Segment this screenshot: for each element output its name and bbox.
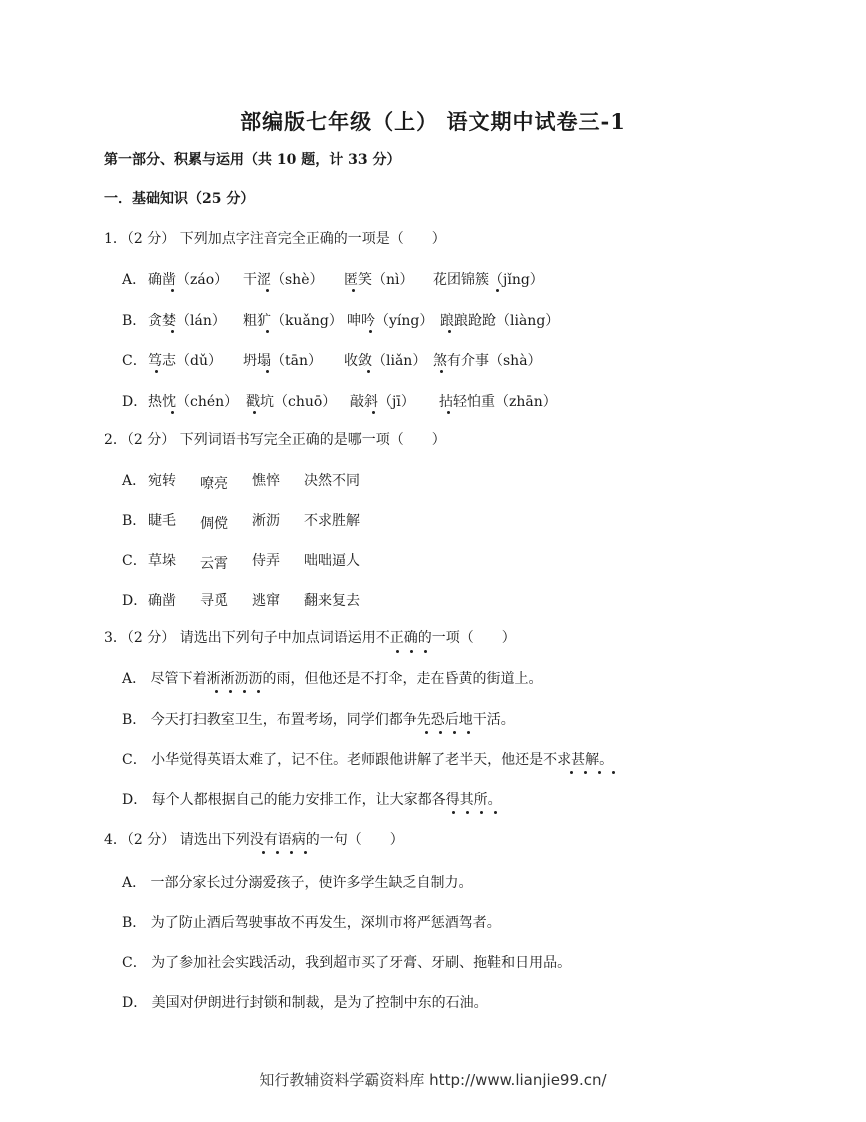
q4-option-b: B． 为了防止酒后驾驶事故不再发生，深圳市将严惩酒驾者。 — [122, 915, 501, 931]
q2-d-item: 逃窜 — [252, 593, 280, 609]
q1-b-item: 贪婪（lán） — [148, 313, 226, 329]
emphasis-dot — [439, 731, 442, 734]
emphasis-dot — [480, 811, 483, 814]
emphasis-dot — [171, 289, 174, 292]
emphasis-dot — [452, 811, 455, 814]
q1-d-item: 拈轻怕重（zhān） — [439, 394, 557, 410]
q2-b-item: 淅沥 — [252, 513, 280, 529]
emphasis-dot — [496, 289, 499, 292]
emphasis-dot — [425, 731, 428, 734]
emphasis-dot — [494, 811, 497, 814]
q1-option-b-label: B． — [122, 313, 147, 329]
question-3-stem: 3．（2 分） 请选出下列句子中加点词语运用不正确的一项（ ） — [104, 630, 516, 646]
emphasis-dot — [257, 690, 260, 693]
emphasis-dot — [570, 771, 573, 774]
q1-a-item: 花团锦簇（jǐng） — [433, 272, 544, 288]
q2-c-item: 草垛 — [148, 553, 176, 569]
q2-b-item: 不求胜解 — [304, 513, 360, 529]
q1-b-item: 呻吟（yíng） — [347, 313, 434, 329]
emphasis-dot — [396, 650, 399, 653]
q1-option-a-label: A． — [122, 272, 147, 288]
q1-d-item: 敲斜（jī） — [350, 394, 415, 410]
q1-b-item: 粗犷（kuǎng） — [243, 313, 343, 329]
q3-option-c: C． 小华觉得英语太难了，记不住。老师跟他讲解了老半天，他还是不求甚解。 — [122, 752, 614, 768]
emphasis-dot — [266, 330, 269, 333]
question-2-stem: 2．（2 分） 下列词语书写完全正确的是哪一项（ ） — [104, 432, 446, 448]
q2-option-b-label: B． — [122, 513, 147, 529]
q2-b-item: 倜傥 — [200, 516, 228, 532]
emphasis-dot — [171, 330, 174, 333]
emphasis-dot — [266, 370, 269, 373]
emphasis-dot — [440, 370, 443, 373]
emphasis-dot — [352, 289, 355, 292]
emphasis-dot — [243, 690, 246, 693]
emphasis-dot — [369, 330, 372, 333]
q1-c-item: 笃志（dǔ） — [148, 353, 222, 369]
emphasis-dot — [424, 650, 427, 653]
q3-option-b: B． 今天打扫教室卫生，布置考场，同学们都争先恐后地干活。 — [122, 712, 515, 728]
q2-option-d-label: D． — [122, 593, 148, 609]
q2-c-item: 侍弄 — [252, 553, 280, 569]
emphasis-dot — [447, 411, 450, 414]
q4-option-d: D． 美国对伊朗进行封锁和制裁，是为了控制中东的石油。 — [122, 995, 488, 1011]
q1-a-item: 干涩（shè） — [243, 272, 324, 288]
q1-c-item: 坍塌（tān） — [243, 353, 322, 369]
q4-option-c: C． 为了参加社会实践活动，我到超市买了牙膏、牙刷、拖鞋和日用品。 — [122, 955, 572, 971]
section-heading: 第一部分、积累与运用（共 10 题，计 33 分） — [104, 152, 401, 168]
emphasis-dot — [612, 771, 615, 774]
q2-a-item: 憔悴 — [252, 473, 280, 489]
q2-d-item: 确凿 — [148, 593, 176, 609]
q1-b-item: 踉踉跄跄（liàng） — [440, 313, 560, 329]
question-1-stem: 1．（2 分） 下列加点字注音完全正确的一项是（ ） — [104, 231, 446, 247]
emphasis-dot — [598, 771, 601, 774]
q2-a-item: 决然不同 — [304, 473, 360, 489]
emphasis-dot — [262, 851, 265, 854]
page-title: 部编版七年级（上） 语文期中试卷三-1 — [240, 109, 626, 134]
emphasis-dot — [229, 690, 232, 693]
emphasis-dot — [467, 731, 470, 734]
q2-a-item: 宛转 — [148, 473, 176, 489]
q1-a-item: 匿笑（nì） — [344, 272, 414, 288]
emphasis-dot — [215, 690, 218, 693]
emphasis-dot — [372, 411, 375, 414]
emphasis-dot — [410, 650, 413, 653]
q1-c-item: 煞有介事（shà） — [433, 353, 542, 369]
q1-option-c-label: C． — [122, 353, 147, 369]
q2-c-item: 云霄 — [200, 556, 228, 572]
subsection-heading: 一．基础知识（25 分） — [104, 191, 255, 207]
q1-d-item: 热忱（chén） — [148, 394, 239, 410]
emphasis-dot — [266, 289, 269, 292]
emphasis-dot — [290, 851, 293, 854]
emphasis-dot — [584, 771, 587, 774]
emphasis-dot — [155, 370, 158, 373]
q3-option-a: A． 尽管下着淅淅沥沥的雨，但他还是不打伞，走在昏黄的街道上。 — [122, 671, 543, 687]
emphasis-dot — [466, 811, 469, 814]
emphasis-dot — [171, 411, 174, 414]
q2-d-item: 寻觅 — [200, 593, 228, 609]
q4-option-a: A． 一部分家长过分溺爱孩子，使许多学生缺乏自制力。 — [122, 875, 473, 891]
q2-d-item: 翻来复去 — [304, 593, 360, 609]
q2-c-item: 咄咄逼人 — [304, 553, 360, 569]
emphasis-dot — [276, 851, 279, 854]
emphasis-dot — [253, 411, 256, 414]
q2-option-a-label: A． — [122, 473, 147, 489]
q1-a-item: 确凿（záo） — [148, 272, 229, 288]
q2-b-item: 睫毛 — [148, 513, 176, 529]
emphasis-dot — [448, 330, 451, 333]
question-4-stem: 4．（2 分） 请选出下列没有语病的一句（ ） — [104, 832, 404, 848]
q2-a-item: 嘹亮 — [200, 476, 228, 492]
q1-d-item: 戳坑（chuō） — [246, 394, 337, 410]
emphasis-dot — [453, 731, 456, 734]
q1-option-d-label: D． — [122, 394, 148, 410]
footer-watermark: 知行教辅资料学霸资料库 http://www.lianjie99.cn/ — [259, 1071, 607, 1089]
emphasis-dot — [304, 851, 307, 854]
q2-option-c-label: C． — [122, 553, 147, 569]
q1-c-item: 收敛（liǎn） — [344, 353, 427, 369]
q3-option-d: D． 每个人都根据自己的能力安排工作，让大家都各得其所。 — [122, 792, 502, 808]
emphasis-dot — [367, 370, 370, 373]
